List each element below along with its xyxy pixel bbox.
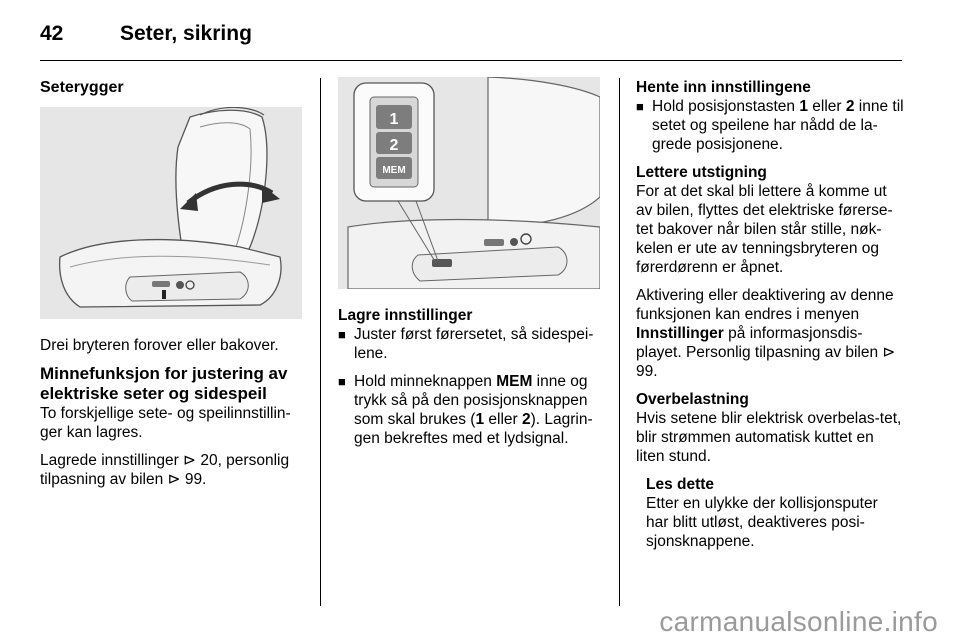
list-item — [338, 372, 606, 448]
seat-side-icon — [40, 107, 302, 319]
list-item — [636, 97, 904, 154]
seatback-caption: Drei bryteren forover eller bakover. — [40, 337, 279, 354]
recall-text: Hold posisjonstasten — [652, 98, 800, 115]
activation-text — [636, 286, 904, 381]
save-step-1: Juster først førersetet, så sidespei-lene. — [354, 326, 594, 362]
easy-exit-heading: Lettere utstigning — [636, 164, 767, 181]
page-number: 42 — [40, 22, 64, 45]
num-2-bold: 2 — [521, 411, 531, 428]
watermark: carmanualsonline.info — [659, 606, 938, 637]
recall-list — [636, 97, 904, 154]
settings-menu-bold: Innstillinger — [636, 325, 724, 342]
left-column-text — [40, 336, 308, 498]
list-item — [338, 325, 606, 363]
memory-buttons-illustration — [338, 77, 600, 289]
recall-text: eller — [807, 98, 846, 115]
num-1-bold: 1 — [475, 411, 485, 428]
note-heading: Les dette — [646, 476, 715, 493]
middle-column-text — [338, 306, 606, 457]
recall-text: inne til setet og speilene har nådd de la-grede posisjonene. — [652, 98, 904, 153]
save-steps-list — [338, 325, 606, 448]
note-box — [636, 475, 904, 551]
memory-heading-line1: Minnefunksjon for justering av — [40, 364, 288, 383]
button-mem-label: MEM — [382, 165, 406, 176]
num-1-bold: 1 — [799, 98, 808, 115]
page-title: Seter, sikring — [120, 22, 252, 45]
note-text: Etter en ulykke der kollisjonsputer har blitt utløst, deaktiveres posi-sjonsknappene. — [646, 495, 878, 550]
seatback-illustration — [40, 107, 302, 319]
button-1-label: 1 — [389, 111, 399, 128]
memory-reference: Lagrede innstillinger ⊳ 20, personlig tilpasning av bilen ⊳ 99. — [40, 452, 290, 488]
save-step-2-text: inne og trykk så på den posisjonsknappen som skal brukes ( — [354, 373, 588, 428]
mem-bold: MEM — [496, 373, 533, 390]
activation-part: på informasjonsdis-playet. Personlig tilpasning av bilen ⊳ 99. — [636, 325, 896, 380]
recall-heading: Hente inn innstillingene — [636, 79, 811, 96]
save-settings-heading: Lagre innstillinger — [338, 307, 473, 324]
header-rule — [40, 60, 902, 61]
overload-text: Hvis setene blir elektrisk overbelas-tet, blir strømmen automatisk kuttet en liten stund. — [636, 410, 902, 465]
num-2-bold: 2 — [845, 98, 855, 115]
memory-intro: To forskjellige sete- og speilinnstillin-ger kan lagres. — [40, 405, 291, 441]
seatback-heading: Seterygger — [40, 79, 124, 96]
activation-part: Aktivering eller deaktivering av denne funksjonen kan endres i menyen — [636, 287, 894, 323]
save-step-2-text: ). Lagrin-gen bekreftes med et lydsignal. — [354, 411, 593, 447]
right-column — [636, 78, 904, 560]
memory-heading-line2: elektriske seter og sidespeil — [40, 384, 267, 403]
column-divider-right — [619, 78, 620, 606]
save-step-2-text: eller — [484, 411, 522, 428]
page-header — [40, 18, 920, 58]
left-column — [40, 78, 308, 97]
save-step-2-text: Hold minneknappen — [354, 373, 497, 390]
overload-heading: Overbelastning — [636, 391, 749, 408]
button-2-label: 2 — [389, 137, 399, 154]
easy-exit-text: For at det skal bli lettere å komme ut av bilen, flyttes det elektriske førerse-tet bakover når bilen står stille, nøk-kelen er ute av tenningsbryteren og førerdørenn er åpnet. — [636, 183, 893, 276]
memory-button-panel-icon — [338, 77, 600, 289]
column-divider-left — [320, 78, 321, 606]
